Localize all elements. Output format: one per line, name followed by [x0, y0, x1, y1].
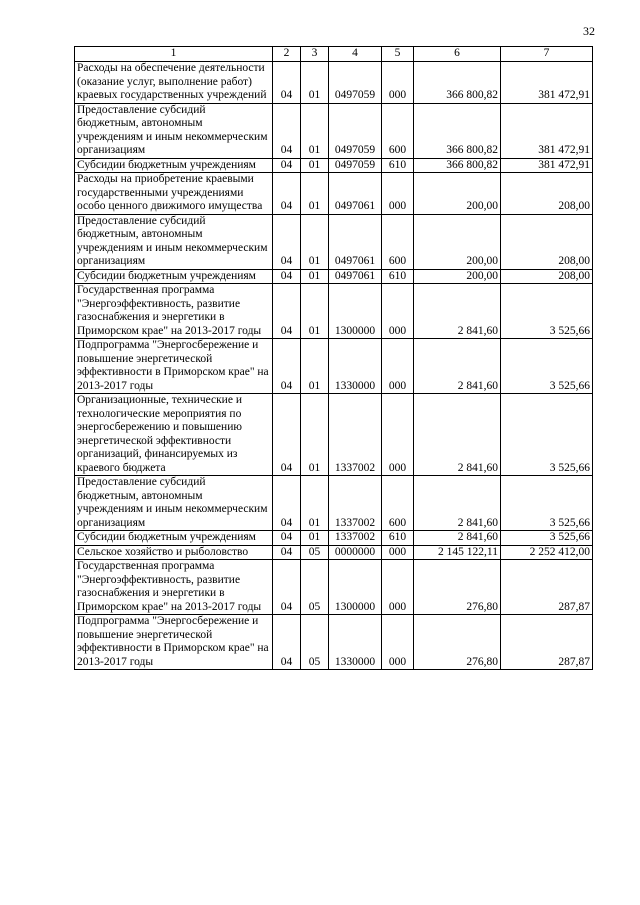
subsection-code: 01: [301, 103, 329, 158]
subsection-code: 01: [301, 62, 329, 104]
subsection-code: 05: [301, 545, 329, 560]
amount-year-1: 2 841,60: [414, 394, 501, 476]
subsection-code: 01: [301, 339, 329, 394]
table-row: [75, 284, 593, 339]
amount-year-1: 2 841,60: [414, 531, 501, 546]
expense-type-code: 000: [382, 394, 414, 476]
page-number: 32: [583, 24, 595, 38]
subsection-code: 01: [301, 476, 329, 531]
subsection-code: 01: [301, 394, 329, 476]
target-article-code: 1300000: [329, 284, 382, 339]
amount-year-1: 276,80: [414, 615, 501, 670]
table-row: [75, 531, 593, 546]
row-name: Расходы на обеспечение деятельности (оказание услуг, выполнение работ) краевых государственных учреждений: [75, 62, 273, 104]
target-article-code: 0497059: [329, 62, 382, 104]
section-code: 04: [273, 476, 301, 531]
column-header: 3: [301, 47, 329, 62]
target-article-code: 0497059: [329, 103, 382, 158]
section-code: 04: [273, 531, 301, 546]
amount-year-1: 2 841,60: [414, 339, 501, 394]
expense-type-code: 600: [382, 476, 414, 531]
section-code: 04: [273, 173, 301, 215]
table-row: [75, 173, 593, 215]
amount-year-2: 3 525,66: [501, 476, 593, 531]
amount-year-2: 381 472,91: [501, 158, 593, 173]
section-code: 04: [273, 269, 301, 284]
table-row: [75, 545, 593, 560]
expense-type-code: 000: [382, 339, 414, 394]
amount-year-2: 3 525,66: [501, 394, 593, 476]
target-article-code: 0497061: [329, 269, 382, 284]
column-header: 7: [501, 47, 593, 62]
amount-year-2: 208,00: [501, 214, 593, 269]
amount-year-2: 3 525,66: [501, 531, 593, 546]
subsection-code: 05: [301, 560, 329, 615]
subsection-code: 01: [301, 269, 329, 284]
row-name: Государственная программа "Энергоэффективность, развитие газоснабжения и энергетики в Приморском крае" на 2013-2017 годы: [75, 284, 273, 339]
amount-year-2: 3 525,66: [501, 339, 593, 394]
row-name: Организационные, технические и технологические мероприятия по энергосбережению и повышению энергетической эффективности организаций, финансируемых из краевого бюджета: [75, 394, 273, 476]
table-row: [75, 269, 593, 284]
header-row: [75, 47, 593, 62]
target-article-code: 0497061: [329, 214, 382, 269]
table-row: [75, 62, 593, 104]
subsection-code: 01: [301, 214, 329, 269]
amount-year-1: 366 800,82: [414, 62, 501, 104]
amount-year-1: 366 800,82: [414, 158, 501, 173]
subsection-code: 01: [301, 284, 329, 339]
row-name: Подпрограмма "Энергосбережение и повышение энергетической эффективности в Приморском крае" на 2013-2017 годы: [75, 339, 273, 394]
amount-year-2: 381 472,91: [501, 103, 593, 158]
row-name: Субсидии бюджетным учреждениям: [75, 531, 273, 546]
table-row: [75, 560, 593, 615]
expense-type-code: 000: [382, 615, 414, 670]
row-name: Подпрограмма "Энергосбережение и повышение энергетической эффективности в Приморском крае" на 2013-2017 годы: [75, 615, 273, 670]
target-article-code: 1337002: [329, 394, 382, 476]
column-header: 2: [273, 47, 301, 62]
expense-type-code: 000: [382, 173, 414, 215]
row-name: Сельское хозяйство и рыболовство: [75, 545, 273, 560]
row-name: Субсидии бюджетным учреждениям: [75, 158, 273, 173]
row-name: Предоставление субсидий бюджетным, автономным учреждениям и иным некоммерческим организациям: [75, 214, 273, 269]
target-article-code: 0497059: [329, 158, 382, 173]
amount-year-1: 366 800,82: [414, 103, 501, 158]
table-row: [75, 158, 593, 173]
budget-table: [74, 46, 593, 670]
table-row: [75, 339, 593, 394]
table-row: [75, 394, 593, 476]
subsection-code: 01: [301, 173, 329, 215]
row-name: Предоставление субсидий бюджетным, автономным учреждениям и иным некоммерческим организациям: [75, 476, 273, 531]
expense-type-code: 610: [382, 269, 414, 284]
table-row: [75, 476, 593, 531]
target-article-code: 0497061: [329, 173, 382, 215]
table-row: [75, 214, 593, 269]
expense-type-code: 000: [382, 545, 414, 560]
table-row: [75, 615, 593, 670]
amount-year-2: 208,00: [501, 173, 593, 215]
column-header: 1: [75, 47, 273, 62]
section-code: 04: [273, 545, 301, 560]
amount-year-2: 287,87: [501, 615, 593, 670]
amount-year-1: 2 841,60: [414, 476, 501, 531]
subsection-code: 05: [301, 615, 329, 670]
row-name: Предоставление субсидий бюджетным, автономным учреждениям и иным некоммерческим организациям: [75, 103, 273, 158]
table-row: [75, 103, 593, 158]
expense-type-code: 000: [382, 62, 414, 104]
amount-year-1: 2 841,60: [414, 284, 501, 339]
subsection-code: 01: [301, 531, 329, 546]
target-article-code: 1337002: [329, 531, 382, 546]
section-code: 04: [273, 284, 301, 339]
target-article-code: 0000000: [329, 545, 382, 560]
section-code: 04: [273, 394, 301, 476]
column-header: 6: [414, 47, 501, 62]
subsection-code: 01: [301, 158, 329, 173]
expense-type-code: 000: [382, 560, 414, 615]
section-code: 04: [273, 62, 301, 104]
amount-year-2: 208,00: [501, 269, 593, 284]
target-article-code: 1337002: [329, 476, 382, 531]
row-name: Субсидии бюджетным учреждениям: [75, 269, 273, 284]
expense-type-code: 610: [382, 158, 414, 173]
target-article-code: 1330000: [329, 615, 382, 670]
section-code: 04: [273, 158, 301, 173]
amount-year-1: 276,80: [414, 560, 501, 615]
expense-type-code: 600: [382, 214, 414, 269]
expense-type-code: 600: [382, 103, 414, 158]
section-code: 04: [273, 214, 301, 269]
amount-year-2: 381 472,91: [501, 62, 593, 104]
amount-year-1: 200,00: [414, 214, 501, 269]
target-article-code: 1300000: [329, 560, 382, 615]
section-code: 04: [273, 615, 301, 670]
section-code: 04: [273, 560, 301, 615]
row-name: Государственная программа "Энергоэффективность, развитие газоснабжения и энергетики в Приморском крае" на 2013-2017 годы: [75, 560, 273, 615]
column-header: 4: [329, 47, 382, 62]
expense-type-code: 610: [382, 531, 414, 546]
section-code: 04: [273, 103, 301, 158]
amount-year-1: 2 145 122,11: [414, 545, 501, 560]
amount-year-2: 287,87: [501, 560, 593, 615]
column-header: 5: [382, 47, 414, 62]
target-article-code: 1330000: [329, 339, 382, 394]
row-name: Расходы на приобретение краевыми государственными учреждениями особо ценного движимого имущества: [75, 173, 273, 215]
amount-year-2: 3 525,66: [501, 284, 593, 339]
section-code: 04: [273, 339, 301, 394]
amount-year-1: 200,00: [414, 269, 501, 284]
amount-year-2: 2 252 412,00: [501, 545, 593, 560]
expense-type-code: 000: [382, 284, 414, 339]
amount-year-1: 200,00: [414, 173, 501, 215]
